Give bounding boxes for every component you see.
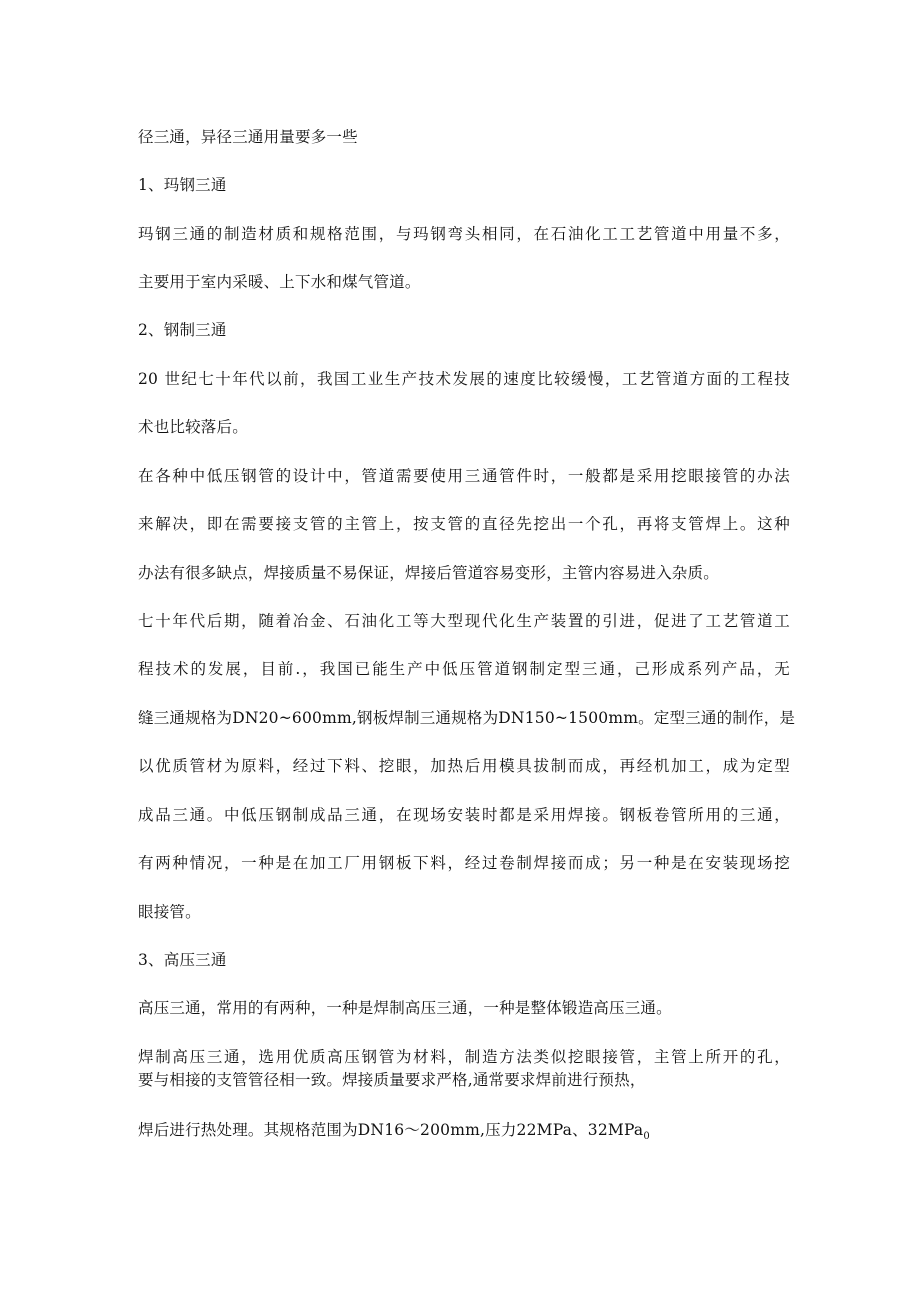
text-line <box>138 1120 650 1147</box>
text-line: 焊制高压三通，选用优质高压钢管为材料，制造方法类似挖眼接管，主管上所开的孔， <box>138 1048 790 1066</box>
subscript-text: 0 <box>643 1131 650 1142</box>
text-line: 主要用于室内采暖、上下水和煤气管道。 <box>138 273 421 291</box>
text-line: 在各种中低压钢管的设计中，管道需要使用三通管件时，一般都是采用挖眼接管的办法 <box>138 467 790 485</box>
text-segment: 焊后进行热处理。其规格范围为DN16～200mm,压力22MPa、32MPa <box>138 1121 644 1139</box>
text-line: 程技术的发展，目前.，我国已能生产中低压管道钢制定型三通，己形成系列产品，无 <box>138 660 790 678</box>
text-line: 高压三通，常用的有两种，一种是焊制高压三通，一种是整体锻造高压三通。 <box>138 999 672 1017</box>
text-line: 要与相接的支管管径相一致。焊接质量要求严格,通常要求焊前进行预热， <box>138 1071 646 1089</box>
text-line: 术也比较落后。 <box>138 418 248 436</box>
text-line: 以优质管材为原料，经过下料、挖眼，加热后用模具拔制而成，再经机加工，成为定型 <box>138 757 790 775</box>
text-line: 缝三通规格为DN20~600mm,钢板焊制三通规格为DN150~1500mm。定型三通的制作，是 <box>138 709 796 727</box>
text-line: 径三通，异径三通用量要多一些 <box>138 128 358 146</box>
section-heading: 2、钢制三通 <box>138 321 227 339</box>
text-line: 来解决，即在需要接支管的主管上，按支管的直径先挖出一个孔，再将支管焊上。这种 <box>138 515 790 533</box>
text-line: 七十年代后期，随着冶金、石油化工等大型现代化生产装置的引进，促进了工艺管道工 <box>138 612 790 630</box>
text-line: 眼接管。 <box>138 903 201 921</box>
text-line: 办法有很多缺点，焊接质量不易保证，焊接后管道容易变形，主管内容易进入杂质。 <box>138 564 719 582</box>
text-line: 成品三通。中低压钢制成品三通，在现场安装时都是采用焊接。钢板卷管所用的三通， <box>138 806 790 824</box>
text-line: 玛钢三通的制造材质和规格范围，与玛钢弯头相同，在石油化工工艺管道中用量不多， <box>138 225 790 243</box>
section-heading: 1、玛钢三通 <box>138 176 227 194</box>
text-line: 20 世纪七十年代以前，我国工业生产技术发展的速度比较缓慢，工艺管道方面的工程技 <box>138 370 790 388</box>
text-line: 有两种情况，一种是在加工厂用钢板下料，经过卷制焊接而成；另一种是在安装现场挖 <box>138 854 790 872</box>
section-heading: 3、高压三通 <box>138 951 227 969</box>
